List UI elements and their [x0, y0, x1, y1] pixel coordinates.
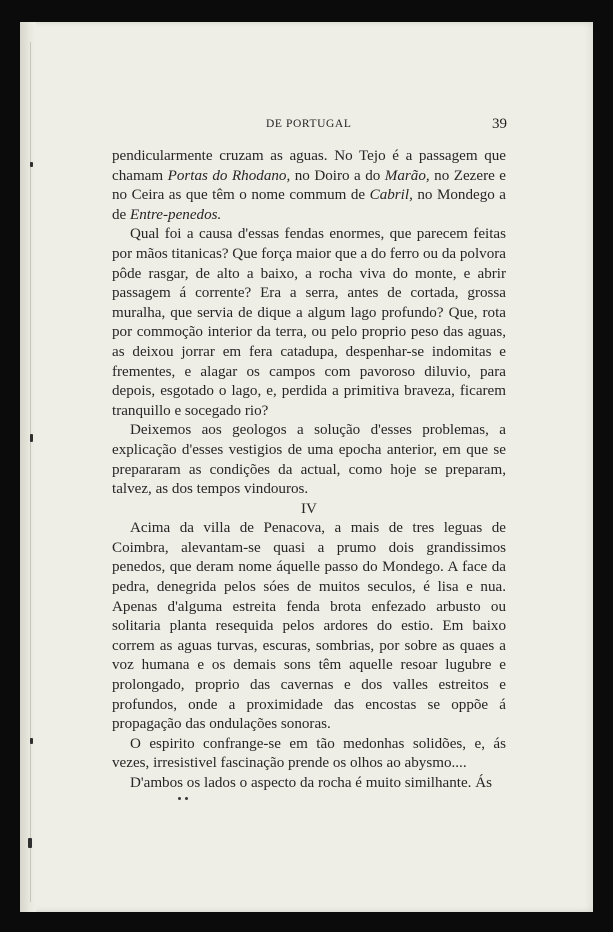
printer-mark-dot [178, 797, 181, 800]
text-run: no Mondego a de [112, 187, 506, 223]
text-run: no Doiro a do [290, 167, 385, 184]
printer-mark-dot [185, 797, 188, 800]
paragraph [112, 774, 506, 794]
text-run: D'ambos os lados o aspecto da rocha é muito similhante. Ás [130, 775, 492, 791]
italic-text: Marão, [384, 167, 430, 184]
italic-text: Entre-penedos. [130, 206, 222, 223]
margin-speck [30, 434, 33, 442]
book-page [20, 22, 593, 912]
body-text [112, 147, 506, 794]
italic-text: Cabril, [369, 187, 413, 204]
text-run: Qual foi a causa d'essas fendas enormes, que parecem feitas por mãos titanicas? Que força maior que a do ferro ou da polvora pôde rasgar, de alto a baixo, a rocha viva do monte, e abrir passagem á corrente? Era a serra, antes de cortada, grossa muralha, que servia de dique a algum lago profundo? Que, rota por commoção interior da terra, ou pelo proprio peso das aguas, as deixou jorrar em fera catadupa, despenhar-se indomitas e frementes, e alagar os campos com pavoroso diluvio, para depois, esgotado o lago, e, perdida a primitiva braveza, ficarem tranquillo e socegado rio? [112, 226, 506, 419]
paragraph [112, 735, 506, 774]
text-run: no Zezere e no Ceira as que têm o nome commum de [112, 167, 506, 204]
paragraph [112, 225, 506, 421]
running-head-title: DE PORTUGAL [266, 118, 352, 130]
text-run: pendicularmente cruzam as aguas. No Tejo é a passagem que chamam [112, 148, 506, 184]
margin-speck [30, 162, 33, 167]
page-number: 39 [492, 116, 507, 132]
italic-text: Portas do Rhodano, [167, 167, 291, 184]
text-run: Acima da villa de Penacova, a mais de tres leguas de Coimbra, alevantam-se quasi a prumo dois grandissimos penedos, que deram nome áquelle passo do Mondego. A face da pedra, denegrida pelos sóes de muitos seculos, é lisa e nua. Apenas d'alguma estreita fenda brota enfezado arbusto ou solitaria planta resequida pelos ardores do estio. Em baixo correm as aguas turvas, escuras, sombrias, por sobre as quaes a voz humana e os demais sons têm aquelle resoar lugubre e prolongado, proprio das cavernas e dos valles estreitos e profundos, onde a proximidade das encostas se oppõe á propagação das ondulações sonoras. [112, 520, 506, 733]
running-head [20, 118, 593, 136]
paragraph [112, 147, 506, 225]
section-number: IV [301, 500, 317, 517]
margin-speck [28, 838, 32, 848]
margin-speck [30, 738, 33, 744]
text-run: Deixemos aos geologos a solução d'esses problemas, a explicação d'esses vestigios de uma epocha anterior, em que se prepararam as condições da actual, como hoje se preparam, talvez, as dos tempos vindouros. [112, 422, 506, 498]
page-gutter [20, 22, 36, 912]
gutter-fold-line [30, 42, 31, 902]
text-run: O espirito confrange-se em tão medonhas solidões, e, ás vezes, irresistivel fascinação prende os olhos ao abysmo.... [112, 735, 506, 772]
paragraph [112, 519, 506, 735]
paragraph [112, 421, 506, 499]
